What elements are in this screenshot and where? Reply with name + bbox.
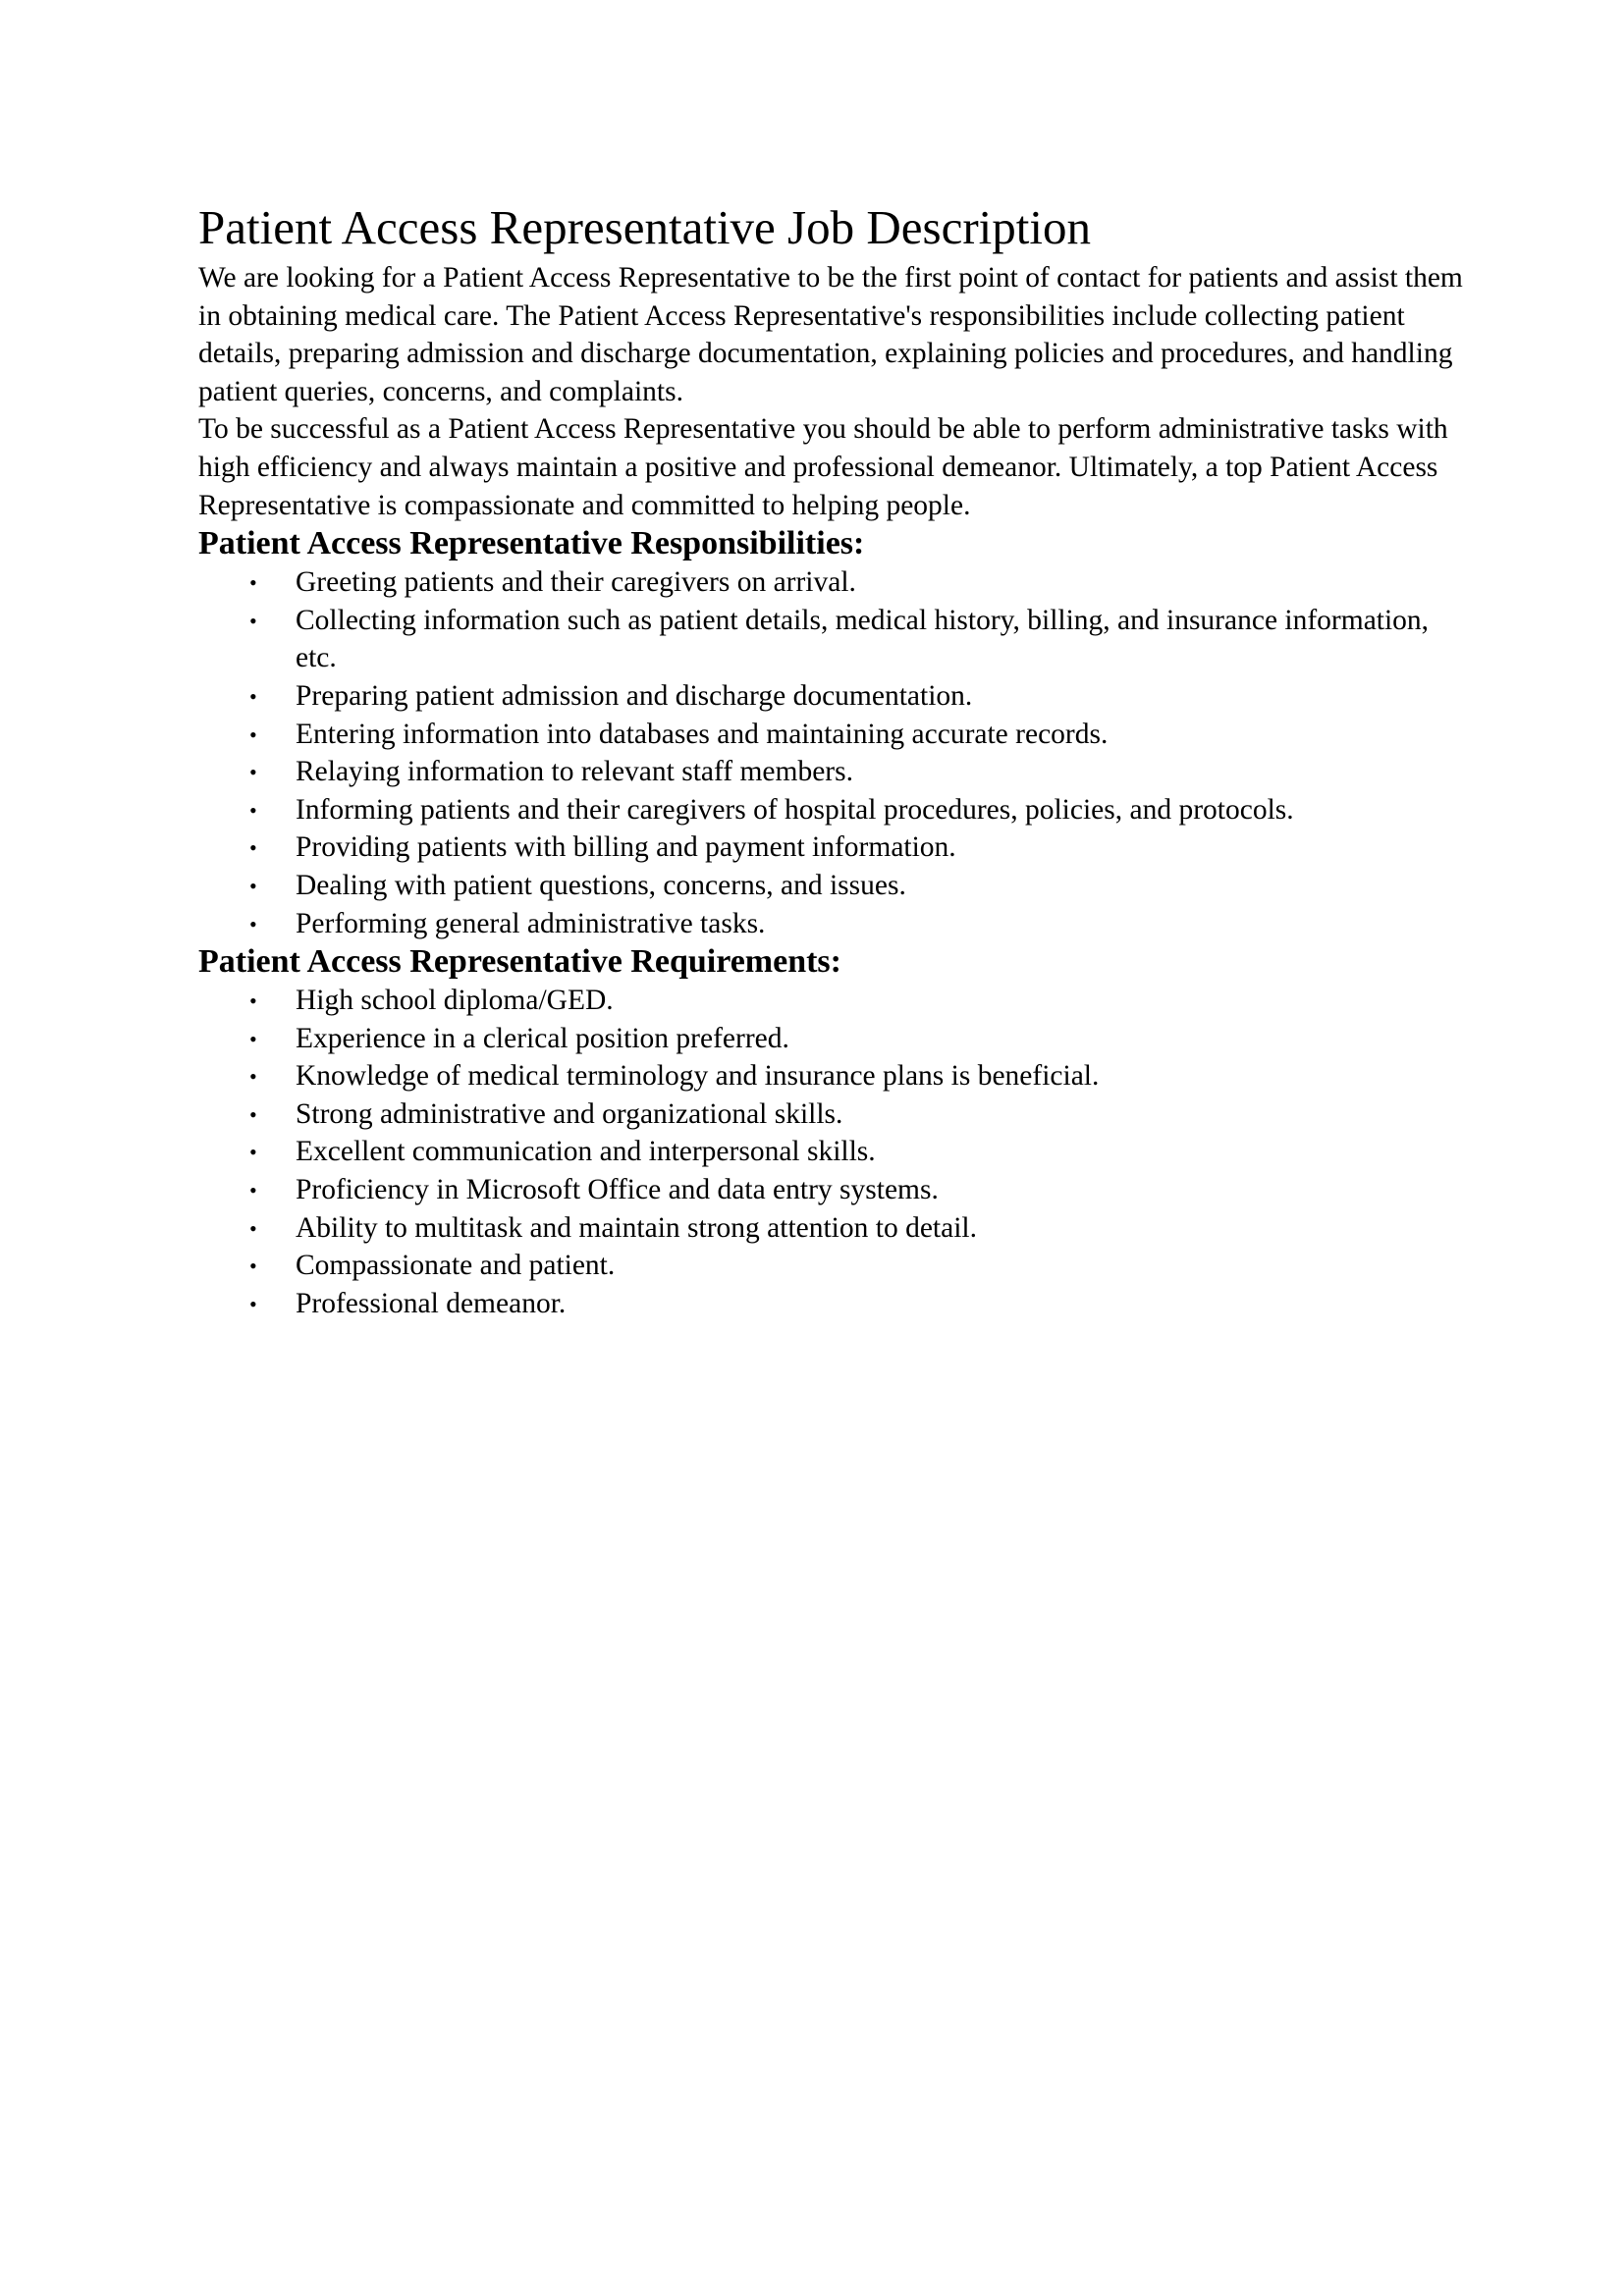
- list-item: [198, 1095, 1465, 1134]
- list-item-text: Ability to multitask and maintain strong attention to detail.: [296, 1211, 977, 1244]
- requirements-heading: Patient Access Representative Requirements:: [198, 943, 841, 981]
- bullet-icon: •: [249, 1178, 257, 1203]
- list-item: [198, 982, 1465, 1020]
- list-item: [198, 828, 1465, 867]
- list-item: [198, 905, 1465, 943]
- bullet-icon: •: [249, 721, 257, 747]
- list-item-text: Informing patients and their caregivers of hospital procedures, policies, and protocols.: [296, 793, 1294, 826]
- bullet-icon: •: [249, 1064, 257, 1090]
- list-item: [198, 867, 1465, 905]
- list-item: [198, 677, 1465, 716]
- list-item-text: Strong administrative and organizational skills.: [296, 1097, 843, 1130]
- list-item-text: Providing patients with billing and payment information.: [296, 831, 956, 864]
- list-item-text: Collecting information such as patient details, medical history, billing, and insurance information, etc.: [296, 604, 1430, 674]
- list-item-text: Experience in a clerical position preferred.: [296, 1022, 789, 1054]
- list-item-text: Performing general administrative tasks.: [296, 907, 766, 939]
- bullet-icon: •: [249, 873, 257, 898]
- list-item: [198, 791, 1465, 829]
- list-item: [198, 1285, 1465, 1323]
- document-body: [198, 196, 1465, 1322]
- intro-paragraph: To be successful as a Patient Access Representative you should be able to perform administrative tasks with high efficiency and always maintain a positive and professional demeanor. Ultimately, a top Patient Access Representative is compassionate and committed to helping people.: [198, 413, 1448, 521]
- bullet-icon: •: [249, 760, 257, 785]
- list-item: [198, 1171, 1465, 1209]
- responsibilities-heading: Patient Access Representative Responsibilities:: [198, 525, 865, 562]
- list-item-text: Preparing patient admission and discharge documentation.: [296, 679, 973, 712]
- intro-paragraph: We are looking for a Patient Access Representative to be the first point of contact for patients and assist them in obtaining medical care. The Patient Access Representative's responsibilities include collecting patient details, preparing admission and discharge documentation, explaining policies and procedures, and handling patient queries, concerns, and complaints.: [198, 262, 1463, 407]
- bullet-icon: •: [249, 988, 257, 1014]
- bullet-icon: •: [249, 835, 257, 861]
- bullet-icon: •: [249, 1215, 257, 1241]
- list-item-text: Compassionate and patient.: [296, 1250, 616, 1282]
- bullet-icon: •: [249, 570, 257, 596]
- bullet-icon: •: [249, 683, 257, 709]
- bullet-icon: •: [249, 608, 257, 633]
- list-item-text: Dealing with patient questions, concerns, and issues.: [296, 869, 906, 901]
- list-item: [198, 1133, 1465, 1171]
- list-item-text: Excellent communication and interpersonal skills.: [296, 1136, 876, 1168]
- bullet-icon: •: [249, 1291, 257, 1316]
- bullet-icon: •: [249, 1101, 257, 1127]
- list-item: [198, 753, 1465, 791]
- bullet-icon: •: [249, 1026, 257, 1051]
- list-item-text: Relaying information to relevant staff members.: [296, 756, 853, 788]
- list-item-text: Greeting patients and their caregivers on arrival.: [296, 566, 856, 599]
- list-item-text: Proficiency in Microsoft Office and data entry systems.: [296, 1174, 939, 1206]
- list-item: [198, 1057, 1465, 1095]
- list-item-text: Professional demeanor.: [296, 1287, 567, 1319]
- document-title: Patient Access Representative Job Description: [198, 200, 1091, 254]
- bullet-icon: •: [249, 1140, 257, 1165]
- list-item-text: Entering information into databases and maintaining accurate records.: [296, 718, 1109, 750]
- list-item: [198, 1020, 1465, 1058]
- list-item: [198, 563, 1465, 602]
- list-item: [198, 602, 1465, 677]
- list-item: [198, 1209, 1465, 1248]
- responsibilities-list: [198, 563, 1465, 942]
- list-item: [198, 1247, 1465, 1285]
- list-item: [198, 716, 1465, 754]
- bullet-icon: •: [249, 1254, 257, 1279]
- bullet-icon: •: [249, 797, 257, 823]
- list-item-text: High school diploma/GED.: [296, 985, 614, 1017]
- requirements-list: [198, 982, 1465, 1322]
- bullet-icon: •: [249, 911, 257, 936]
- list-item-text: Knowledge of medical terminology and insurance plans is beneficial.: [296, 1060, 1100, 1093]
